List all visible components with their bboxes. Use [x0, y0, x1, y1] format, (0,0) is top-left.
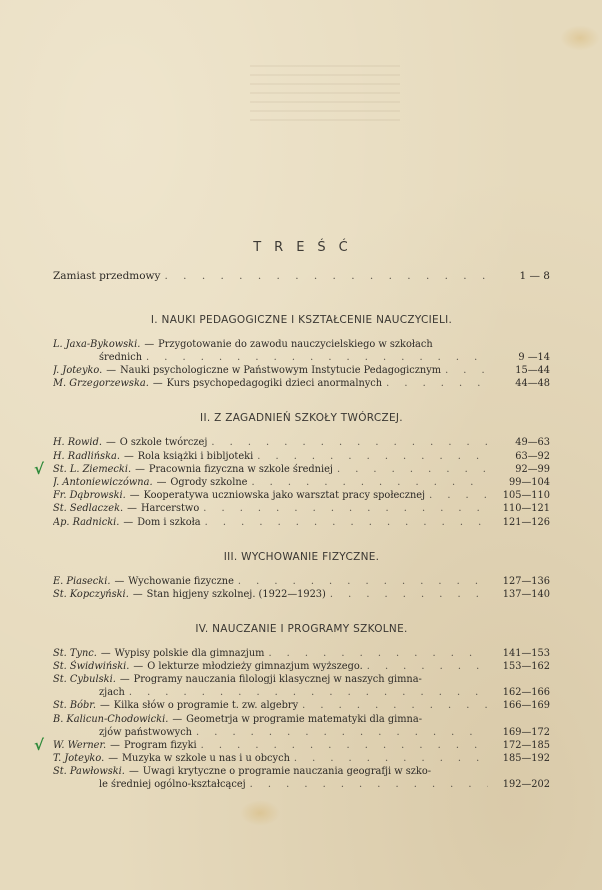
- leader-dots: [367, 660, 488, 673]
- entry-body: [53, 699, 488, 712]
- entry-title: O lekturze młodzieży gimnazjum wyższego.: [147, 661, 363, 673]
- entry-title-continuation: zjach: [99, 687, 125, 699]
- toc-entry[interactable]: [53, 502, 550, 515]
- entry-title: Programy nauczania filologji klasycznej w naszych gimna-: [133, 674, 422, 686]
- toc-entry[interactable]: [53, 489, 550, 502]
- entry-pages: 185—192: [502, 752, 550, 764]
- paper-stain: [560, 25, 600, 51]
- em-dash: —: [135, 463, 145, 475]
- entry-title: Ogrody szkolne: [170, 476, 248, 488]
- entry-body: [53, 765, 488, 791]
- paper-stain: [240, 800, 280, 826]
- entry-author: St. L. Ziemecki.: [53, 463, 132, 475]
- leader-dots: [164, 270, 488, 282]
- leader-dots: [201, 739, 488, 752]
- entry-body: [53, 713, 488, 739]
- leader-dots: [302, 699, 488, 712]
- entry-title: Przygotowanie do zawodu nauczycielskiego w szkołach: [158, 339, 433, 350]
- entry-title: Kurs psychopedagogiki dzieci anormalnych: [166, 378, 383, 390]
- entry-pages: 137—140: [502, 588, 550, 600]
- entry-author: M. Grzegorzewska.: [53, 378, 149, 390]
- leader-dots: [330, 588, 488, 601]
- toc-entry[interactable]: [53, 673, 550, 699]
- leader-dots: [250, 778, 488, 791]
- em-dash: —: [110, 739, 120, 751]
- em-dash: —: [133, 661, 144, 673]
- entry-pages: 169—172: [502, 726, 550, 738]
- em-dash: —: [105, 437, 116, 449]
- entry-pages: 141—153: [502, 648, 550, 660]
- entry-title: Geometrja w programie matematyki dla gimna-: [186, 713, 423, 725]
- entry-pages: 166—169: [502, 700, 550, 712]
- entry-title: Kooperatywa uczniowska jako warsztat pracy społecznej: [143, 490, 426, 502]
- entry-body: [53, 647, 488, 660]
- toc-entry[interactable]: [53, 713, 550, 739]
- entry-title: Rola książki i bibljoteki: [137, 450, 254, 462]
- leader-dots: [211, 436, 488, 449]
- entry-body: [53, 502, 488, 515]
- entry-title: Dom i szkoła: [137, 516, 201, 528]
- entry-pages: 121—126: [502, 516, 550, 528]
- entry-body: [53, 673, 488, 699]
- toc-entry[interactable]: [53, 338, 550, 364]
- entry-body: [53, 588, 488, 601]
- entry-author: J. Antoniewiczówna.: [53, 476, 153, 488]
- entry-author: T. Joteyko.: [53, 752, 105, 764]
- leader-dots: [257, 450, 488, 463]
- entry-title-continuation: średnich: [99, 352, 143, 363]
- em-dash: —: [119, 674, 130, 686]
- entry-pages: 127—136: [502, 575, 550, 587]
- entry-title: Kilka słów o programie t. zw. algebry: [113, 700, 299, 712]
- em-dash: —: [123, 516, 134, 528]
- leader-dots: [445, 364, 488, 377]
- entry-pages: 9 —14: [518, 352, 550, 363]
- entry-body: [53, 364, 488, 377]
- toc-entry[interactable]: [53, 364, 550, 377]
- entry-title: Harcerstwo: [140, 503, 200, 515]
- entry-author: Ap. Radnicki.: [53, 516, 120, 528]
- entry-title: Program fizyki: [123, 739, 197, 751]
- entry-pages: 92—99: [515, 463, 550, 475]
- leader-dots: [238, 575, 488, 588]
- leader-dots: [129, 686, 488, 699]
- section-heading: IV. NAUCZANIE I PROGRAMY SZKOLNE.: [195, 623, 408, 636]
- entry-author: St. Cybulski.: [53, 674, 116, 686]
- entry-title-continuation: le średniej ogólno-kształcącej: [99, 779, 246, 790]
- check-mark-icon: √: [34, 735, 45, 754]
- leader-dots: [196, 726, 488, 739]
- entry-body: [53, 463, 488, 476]
- entry-title-continuation: zjów państwowych: [99, 726, 192, 738]
- leader-dots: [251, 476, 488, 489]
- leader-dots: [268, 647, 488, 660]
- em-dash: —: [108, 752, 118, 764]
- entry-pages: 153—162: [502, 661, 550, 673]
- em-dash: —: [106, 365, 117, 376]
- entry-title: Stan higjeny szkolnej. (1922—1923): [146, 588, 326, 600]
- entry-body: [53, 489, 488, 502]
- entry-body: [53, 450, 488, 463]
- entry-pages: 49—63: [515, 437, 550, 449]
- sections-container: [34, 314, 550, 791]
- leader-dots: [203, 502, 488, 515]
- leader-dots: [205, 516, 488, 529]
- em-dash: —: [123, 450, 134, 462]
- entry-title: Uwagi krytyczne o programie nauczania geografji w szko-: [142, 766, 432, 777]
- entry-pages: 110—121: [502, 503, 550, 515]
- entry-body: [53, 436, 488, 449]
- em-dash: —: [99, 700, 110, 712]
- leader-dots: [337, 463, 488, 476]
- entry-pages: 192—202: [502, 779, 550, 790]
- table-of-contents: [34, 270, 550, 791]
- toc-entry[interactable]: [53, 588, 550, 601]
- entry-author: B. Kalicun-Chodowicki.: [53, 713, 169, 725]
- toc-entry[interactable]: [34, 459, 550, 478]
- entry-body: [53, 660, 488, 673]
- entry-pages: 99—104: [509, 476, 550, 488]
- em-dash: —: [132, 588, 143, 600]
- entry-body: [53, 516, 488, 529]
- em-dash: —: [127, 503, 137, 515]
- entry-author: St. Pawłowski.: [53, 766, 125, 777]
- entry-author: St. Świdwiński.: [53, 661, 130, 673]
- section-3: [53, 551, 550, 601]
- entry-author: L. Jaxa-Bykowski.: [53, 339, 141, 350]
- entry-body: [53, 739, 488, 752]
- toc-entry[interactable]: [53, 699, 550, 712]
- toc-entry[interactable]: [53, 516, 550, 529]
- leader-dots: [294, 752, 488, 765]
- em-dash: —: [100, 648, 111, 660]
- em-dash: —: [152, 378, 163, 390]
- entry-title: O szkole twórczej: [119, 437, 208, 449]
- toc-entry[interactable]: [53, 575, 550, 588]
- toc-entry[interactable]: [53, 752, 550, 765]
- toc-entry[interactable]: [53, 660, 550, 673]
- em-dash: —: [129, 490, 140, 502]
- leader-dots: [429, 489, 488, 502]
- entry-body: [53, 377, 488, 390]
- em-dash: —: [172, 713, 183, 725]
- bleed-through-text: [250, 65, 400, 125]
- entry-pages: 44—48: [515, 378, 550, 390]
- toc-entry[interactable]: [34, 735, 550, 754]
- entry-title: Wypisy polskie dla gimnazjum: [114, 648, 265, 660]
- entry-body: [53, 338, 488, 364]
- em-dash: —: [128, 766, 139, 777]
- toc-entry[interactable]: [53, 765, 550, 791]
- intro-entry[interactable]: [53, 270, 550, 288]
- entry-title: Pracownia fizyczna w szkole średniej: [148, 463, 333, 475]
- toc-entry[interactable]: [53, 450, 550, 463]
- leader-dots: [146, 351, 488, 364]
- section-heading: III. WYCHOWANIE FIZYCZNE.: [223, 550, 380, 563]
- section-1: [53, 314, 550, 390]
- entry-author: Fr. Dąbrowski.: [53, 490, 126, 502]
- section-4: [34, 623, 550, 791]
- entry-body: [53, 575, 488, 588]
- entry-title: Nauki psychologiczne w Państwowym Instytucie Pedagogicznym: [120, 365, 442, 376]
- check-mark-icon: √: [34, 459, 45, 478]
- entry-pages: 105—110: [502, 490, 550, 502]
- section-heading: I. NAUKI PEDAGOGICZNE I KSZTAŁCENIE NAUCZYCIELI.: [150, 314, 453, 326]
- entry-author: J. Joteyko.: [53, 365, 103, 376]
- section-2: [34, 412, 550, 528]
- leader-dots: [386, 377, 488, 390]
- entry-author: St. Sedlaczek.: [53, 503, 124, 515]
- entry-body: [53, 476, 488, 489]
- intro-pages: 1 — 8: [519, 270, 550, 282]
- entry-author: St. Kopczyński.: [53, 588, 129, 600]
- entry-author: E. Piasecki.: [53, 575, 111, 587]
- entry-author: St. Tync.: [53, 648, 97, 660]
- entry-body: [53, 752, 488, 765]
- toc-entry[interactable]: [53, 476, 550, 489]
- entry-title: Muzyka w szkole u nas i u obcych: [122, 752, 290, 764]
- entry-title: Wychowanie fizyczne: [128, 575, 234, 587]
- entry-pages: 172—185: [502, 739, 550, 751]
- section-heading: II. Z ZAGADNIEŃ SZKOŁY TWÓRCZEJ.: [200, 412, 403, 425]
- entry-pages: 63—92: [515, 450, 550, 462]
- intro-label: Zamiast przedmowy: [53, 270, 161, 282]
- toc-entry[interactable]: [53, 647, 550, 660]
- contents-title: TREŚĆ: [253, 240, 361, 255]
- toc-entry[interactable]: [53, 436, 550, 449]
- entry-author: H. Radlińska.: [53, 450, 120, 462]
- em-dash: —: [156, 476, 167, 488]
- entry-author: St. Bóbr.: [53, 700, 96, 712]
- entry-author: W. Werner.: [53, 739, 107, 751]
- entry-pages: 162—166: [502, 687, 550, 699]
- toc-entry[interactable]: [53, 377, 550, 390]
- entry-author: H. Rowid.: [53, 437, 102, 449]
- em-dash: —: [144, 339, 155, 350]
- entry-pages: 15—44: [515, 365, 550, 376]
- em-dash: —: [114, 575, 125, 587]
